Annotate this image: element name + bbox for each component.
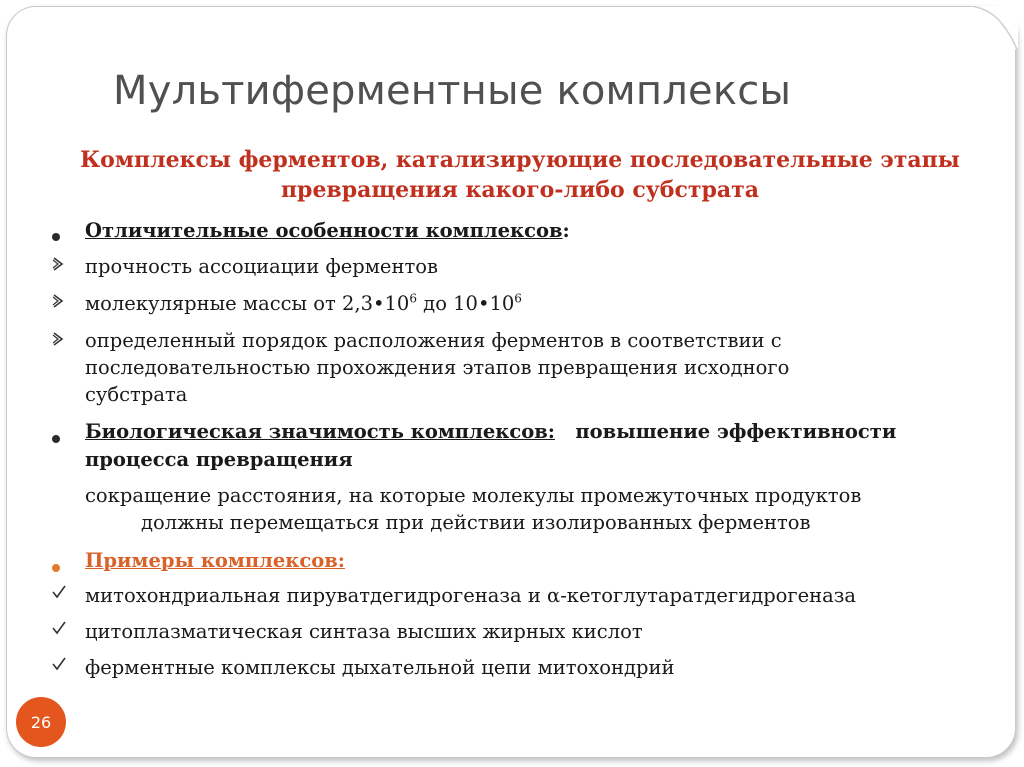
significance-detail-line-1: сокращение расстояния, на которые молекулы промежуточных продуктов [85, 484, 862, 507]
example-item: цитоплазматическая синтаза высших жирных кислот [85, 620, 643, 643]
mass-range-prefix: молекулярные массы от 2,3•10 [85, 292, 410, 315]
round-bullet-icon [52, 226, 60, 245]
section-heading-significance-line-2: процесса превращения [85, 448, 353, 471]
subtitle-line-1: Комплексы ферментов, катализирующие последовательные этапы [80, 147, 960, 173]
exponent: 6 [514, 291, 522, 306]
list-item [85, 290, 522, 317]
checkmark-icon [52, 584, 66, 603]
exponent: 6 [409, 291, 417, 306]
checkmark-icon [52, 620, 66, 639]
page-number-badge [16, 697, 66, 747]
list-item-line: субстрата [85, 383, 188, 406]
round-bullet-icon [52, 428, 60, 447]
arrow-bullet-icon [52, 293, 64, 312]
page-number: 26 [30, 712, 52, 732]
list-item: прочность ассоциации ферментов [85, 255, 438, 278]
example-item: митохондриальная пируватдегидрогеназа и α-кетоглутаратдегидрогеназа [85, 584, 857, 607]
round-bullet-icon [52, 557, 60, 576]
section-heading-features-text: Отличительные особенности комплексов [85, 219, 563, 242]
section-heading-significance-text: Биологическая значимость комплексов: [85, 420, 555, 443]
subtitle-line-2: превращения какого-либо субстрата [280, 177, 760, 203]
significance-detail-line-2: должны перемещаться при действии изолированных ферментов [141, 511, 811, 534]
checkmark-icon [52, 656, 66, 675]
mass-range-mid: до 10•10 [416, 292, 515, 315]
section-heading-colon: : [562, 219, 570, 242]
arrow-bullet-icon [52, 331, 64, 350]
list-item-line: определенный порядок расположения ферментов в соответствии с [85, 329, 782, 352]
section-heading-significance [85, 418, 896, 445]
section-heading-examples: Примеры комплексов: [85, 549, 345, 572]
list-item-line: последовательностью прохождения этапов превращения исходного [85, 356, 790, 379]
example-item: ферментные комплексы дыхательной цепи митохондрий [85, 656, 675, 679]
slide-title: Мультиферментные комплексы [113, 68, 792, 114]
section-heading-significance-rest: повышение эффективности [554, 420, 897, 443]
section-heading-features [85, 217, 570, 244]
arrow-bullet-icon [52, 256, 64, 275]
